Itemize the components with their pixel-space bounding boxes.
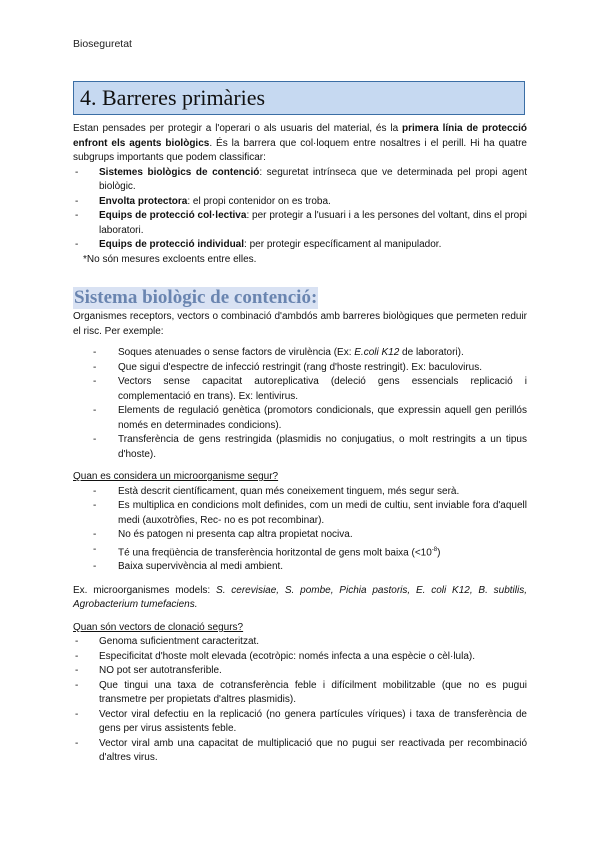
list-item: - Vectors sense capacitat autoreplicativa (deleció gens essencials replicació i complementació en trans). Ex: lentivirus. <box>93 376 527 402</box>
list-item: - Equips de protecció col·lectiva: per protegir a l'usuari i a les persones del voltant, dins el propi laboratori. <box>75 210 527 236</box>
list-item: - Vector viral amb una capacitat de multiplicació que no pugui ser reactivada per recombinació d'altres virus. <box>75 737 527 764</box>
list-item: - Baixa supervivència al medi ambient. <box>93 561 284 573</box>
safe-criteria-list <box>73 485 527 575</box>
intro-block <box>73 122 527 267</box>
subsection-intro: Organismes receptors, vectors o combinació d'ambdós amb barreres biològiques que permeten reduir el risc. Per exemple: <box>73 311 527 337</box>
list-item: - Té una freqüència de transferència horitzontal de gens molt baixa $(<10^{-8})$ <box>93 543 441 558</box>
list-item: - Està descrit científicament, quan més coneixement tinguem, més segur serà. <box>93 485 460 497</box>
list-item: - Genoma suficientment caracteritzat. <box>75 636 260 648</box>
list-item: - Sistemes biològics de contenció: seguretat intrínseca que ve determinada pel propi agent biològic. <box>75 166 528 192</box>
list-item: - Soques atenuades o sense factors de virulència (Ex: E.coli K12 de laboratori). <box>93 347 464 358</box>
list-item: - Transferència de gens restringida (plasmidis no conjugatius, o molt restringits a un tipus d'hoste). <box>93 434 527 460</box>
subsection-heading: Sistema biològic de contenció: <box>74 287 318 308</box>
subsection-block <box>73 310 527 766</box>
intro-paragraph: Estan pensades per protegir a l'operari o als usuaris del material, és la primera línia de protecció enfront els agents biològics. És la barrera que col·loquem entre nosaltres i el perill. Hi ha quatre subgrups importants que podem classificar: <box>73 123 527 163</box>
list-item: - Que tingui una taxa de cotransferència feble i difícilment mobilitzable (que no es pugui transmetre per propietats d'altres plasmidis). <box>75 679 527 706</box>
list-item: - NO pot ser autotransferible. <box>75 665 222 677</box>
section-heading: 4. Barreres primàries <box>80 85 266 110</box>
section-heading-box <box>73 81 525 115</box>
subgroups-list <box>73 166 527 253</box>
question-safe-vectors: Quan són vectors de clonació segurs? <box>73 621 244 633</box>
list-item: - Vector viral defectiu en la replicació (no genera partícules víriques) i taxa de transferència de gens per virus assistents feble. <box>75 708 527 735</box>
vector-criteria-list <box>73 635 527 766</box>
list-item: - Que sigui d'espectre de infecció restringit (rang d'hoste restringit). Ex: baculovirus. <box>93 361 482 373</box>
note: *No són mesures excloents entre elles. <box>83 253 257 265</box>
model-organisms: Ex. microorganismes models: S. cerevisiae, S. pombe, Pichia pastoris, E. coli K12, B. subtilis, Agrobacterium tumefaciens. <box>73 584 527 611</box>
question-safe-microorganism: Quan es considera un microorganisme segur? <box>73 471 279 482</box>
list-item: - Equips de protecció individual: per protegir específicament al manipulador. <box>75 239 442 250</box>
list-item: - Elements de regulació genètica (promotors condicionals, que expressin aquell gen perillós només en determinades condicions). <box>93 405 527 431</box>
examples-list <box>73 346 527 462</box>
list-item: - Especificitat d'hoste molt elevada (ecotròpic: només infecta a una espècie o cèl·lula). <box>75 650 475 662</box>
list-item: - No és patogen ni presenta cap altra propietat nociva. <box>93 529 353 540</box>
running-header: Bioseguretat <box>73 38 132 50</box>
list-item: - Es multiplica en condicions molt definides, com un medi de cultiu, sent inviable fora d'aquell medi (auxotròfies, Rec- no es pot recombinar). <box>93 500 527 526</box>
list-item: - Envolta protectora: el propi contenidor on es troba. <box>75 195 331 207</box>
